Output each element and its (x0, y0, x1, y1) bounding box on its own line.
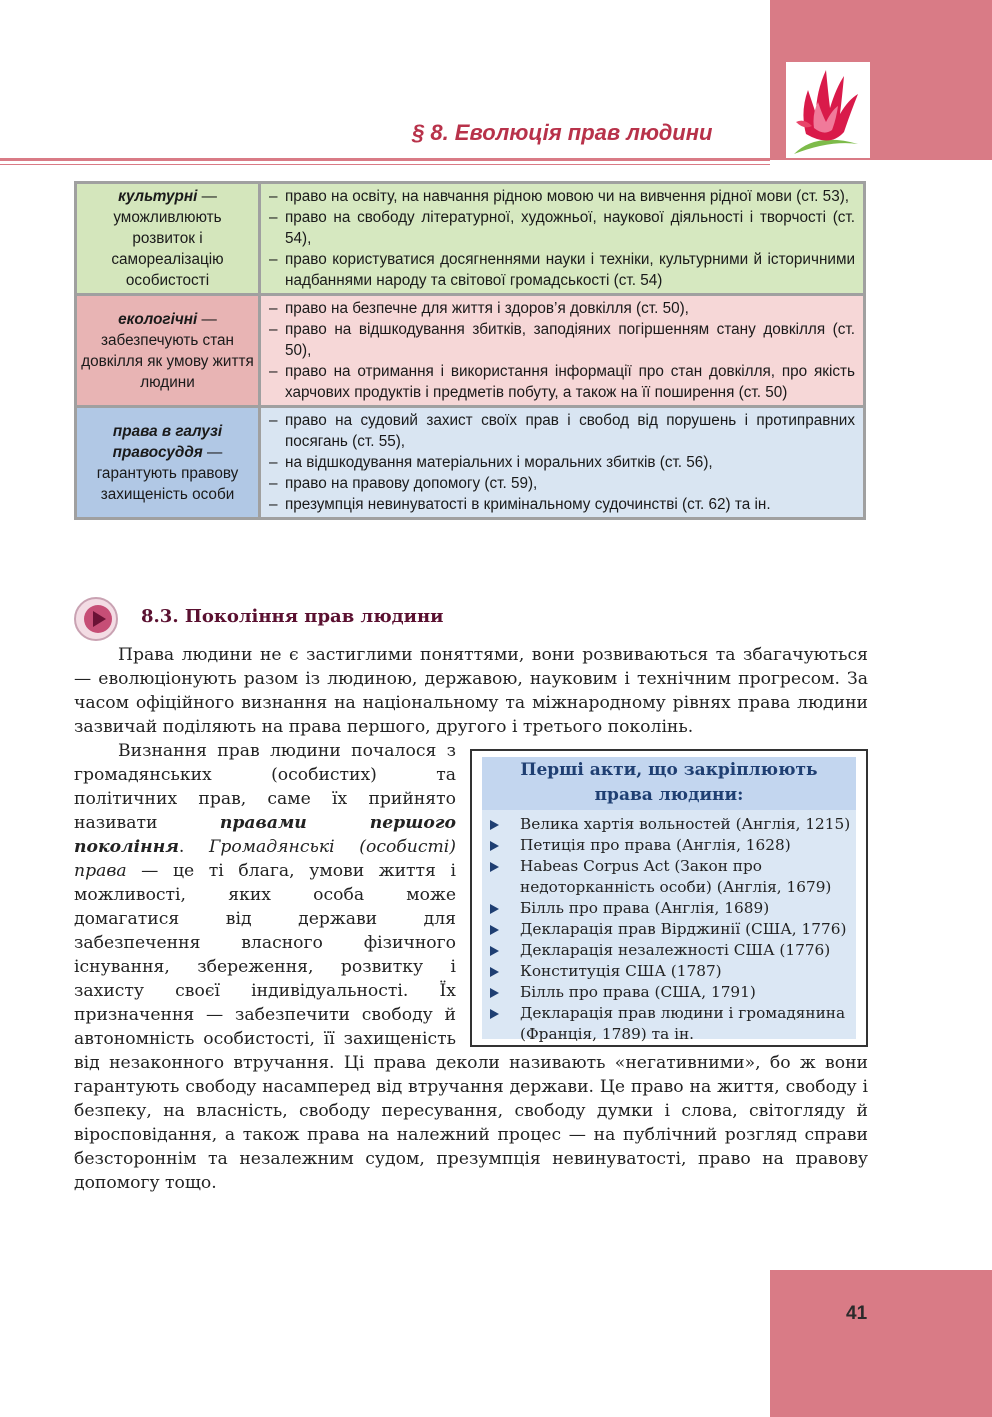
category-cell: культурні — уможливлюють розвиток і самореалізацію особистості (76, 183, 260, 295)
list-item: Білль про права (США, 1791) (482, 982, 854, 1003)
section-heading: 8.3. Покоління прав людини (141, 606, 444, 627)
list-item: – право на судовий захист своїх прав і свобод від порушень і протиправних посягань (ст. 55), (269, 410, 855, 452)
hand-flame-icon (786, 62, 870, 158)
list-item: – право на свободу літературної, художньої, наукової діяльності і творчості (ст. 54), (269, 207, 855, 249)
category-term: культурні (118, 188, 198, 205)
list-item: – право користуватися досягненнями науки і техніки, культурними й історичними надбаннями народу та світової громадськості (ст. 54) (269, 249, 855, 291)
play-icon (73, 596, 119, 642)
first-acts-title: Перші акти, що закріплюють права людини: (482, 757, 856, 810)
category-term: екологічні (118, 310, 198, 328)
list-item: Декларація прав Вірджинії (США, 1776) (482, 919, 854, 940)
paragraph-1: Права людини не є застиглими поняттями, вони розвиваються та збагачуються — еволюціонують разом із людиною, державою, науковим і технічним прогресом. За часом офіційного визнання на національному та міжнародному рівнях права людини зазвичай поділяють на права першого, другого і третього поколінь. (74, 645, 868, 737)
list-item: Декларація незалежності США (1776) (482, 940, 854, 961)
list-item: – право на відшкодування збитків, заподіяних погіршенням стану довкілля (ст. 50), (269, 319, 855, 361)
logo (786, 62, 870, 158)
category-desc: уможливлюють розвиток і самореалізацію особистості (111, 209, 224, 289)
list-item: – право на отримання і використання інформації про стан довкілля, про якість харчових продуктів і предметів побуту, а також на її поширення (ст. 50) (269, 361, 855, 403)
page-number: 41 (846, 1303, 868, 1324)
list-item: Конституція США (1787) (482, 961, 854, 982)
header-rule (0, 158, 770, 161)
category-term: права в галузі правосуддя (112, 422, 223, 461)
list-item: – право на правову допомогу (ст. 59), (269, 473, 855, 494)
list-item: – право на безпечне для життя і здоров’я довкілля (ст. 50), (269, 298, 855, 319)
term-civil-rights: Громадянські (особисті) права (74, 837, 456, 881)
term-first-generation: правами першого покоління (74, 813, 456, 857)
rights-list-cell (260, 295, 865, 407)
list-item: Велика хартія вольностей (Англія, 1215) (482, 814, 854, 835)
rights-list-cell (260, 407, 865, 519)
body-text (74, 643, 868, 1195)
table-row-justice (76, 407, 865, 519)
rights-list-cell (260, 183, 865, 295)
category-cell: права в галузі правосуддя — гарантують правову захищеність особи (76, 407, 260, 519)
list-item: Петиція про права (Англія, 1628) (482, 835, 854, 856)
list-item: – право на освіту, на навчання рідною мовою чи на вивчення рідної мови (ст. 53), (269, 186, 855, 207)
list-item: Декларація прав людини і громадянина (Франція, 1789) та ін. (482, 1003, 854, 1045)
first-acts-inner (482, 757, 856, 1043)
page-title: § 8. Еволюція прав людини (412, 120, 713, 145)
rights-table (74, 181, 866, 520)
list-item: – презумпція невинуватості в кримінальному судочинстві (ст. 62) та ін. (269, 494, 855, 515)
header-rule-thin (0, 164, 770, 165)
list-item: Habeas Corpus Act (Закон про недоторканність особи) (Англія, 1679) (482, 856, 854, 898)
category-desc: забезпечують стан довкілля як умову життя людини (81, 331, 254, 391)
table-row-cultural (76, 183, 865, 295)
paragraph-2: Визнання прав людини почалося з громадянських (особистих) та політичних прав, саме їх прийнято називати правами першого покоління. Громадянські (особисті) права — це ті блага, умови життя і можливості, яких особа може домагатися від держави для забезпечення власного фізичного існування, збереження, розвитку і захисту своєї індивідуальності. Їх призначення — забезпечити свободу й автономність особистості, її захищеність від незаконного втручання. Ці права деколи називають «негативними», бо ж вони гарантують свободу насамперед від втручання держави. Це право на життя, свободу і безпеку, на власність, свободу пересування, свободу думки і слова, світогляду й віросповідання, а також права на належний процес — на публічний розгляд справи безстороннім та незалежним судом, презумпція невинуватості, право на правову допомогу тощо. (74, 741, 868, 1193)
list-item: Білль про права (Англія, 1689) (482, 898, 854, 919)
first-acts-box (470, 749, 868, 1047)
category-cell: екологічні — забезпечують стан довкілля як умову життя людини (76, 295, 260, 407)
list-item: – на відшкодування матеріальних і моральних збитків (ст. 56), (269, 452, 855, 473)
category-desc: гарантують правову захищеність особи (96, 464, 239, 503)
first-acts-list (482, 810, 856, 1045)
table-row-ecological (76, 295, 865, 407)
footer-side-bar (770, 1270, 992, 1417)
